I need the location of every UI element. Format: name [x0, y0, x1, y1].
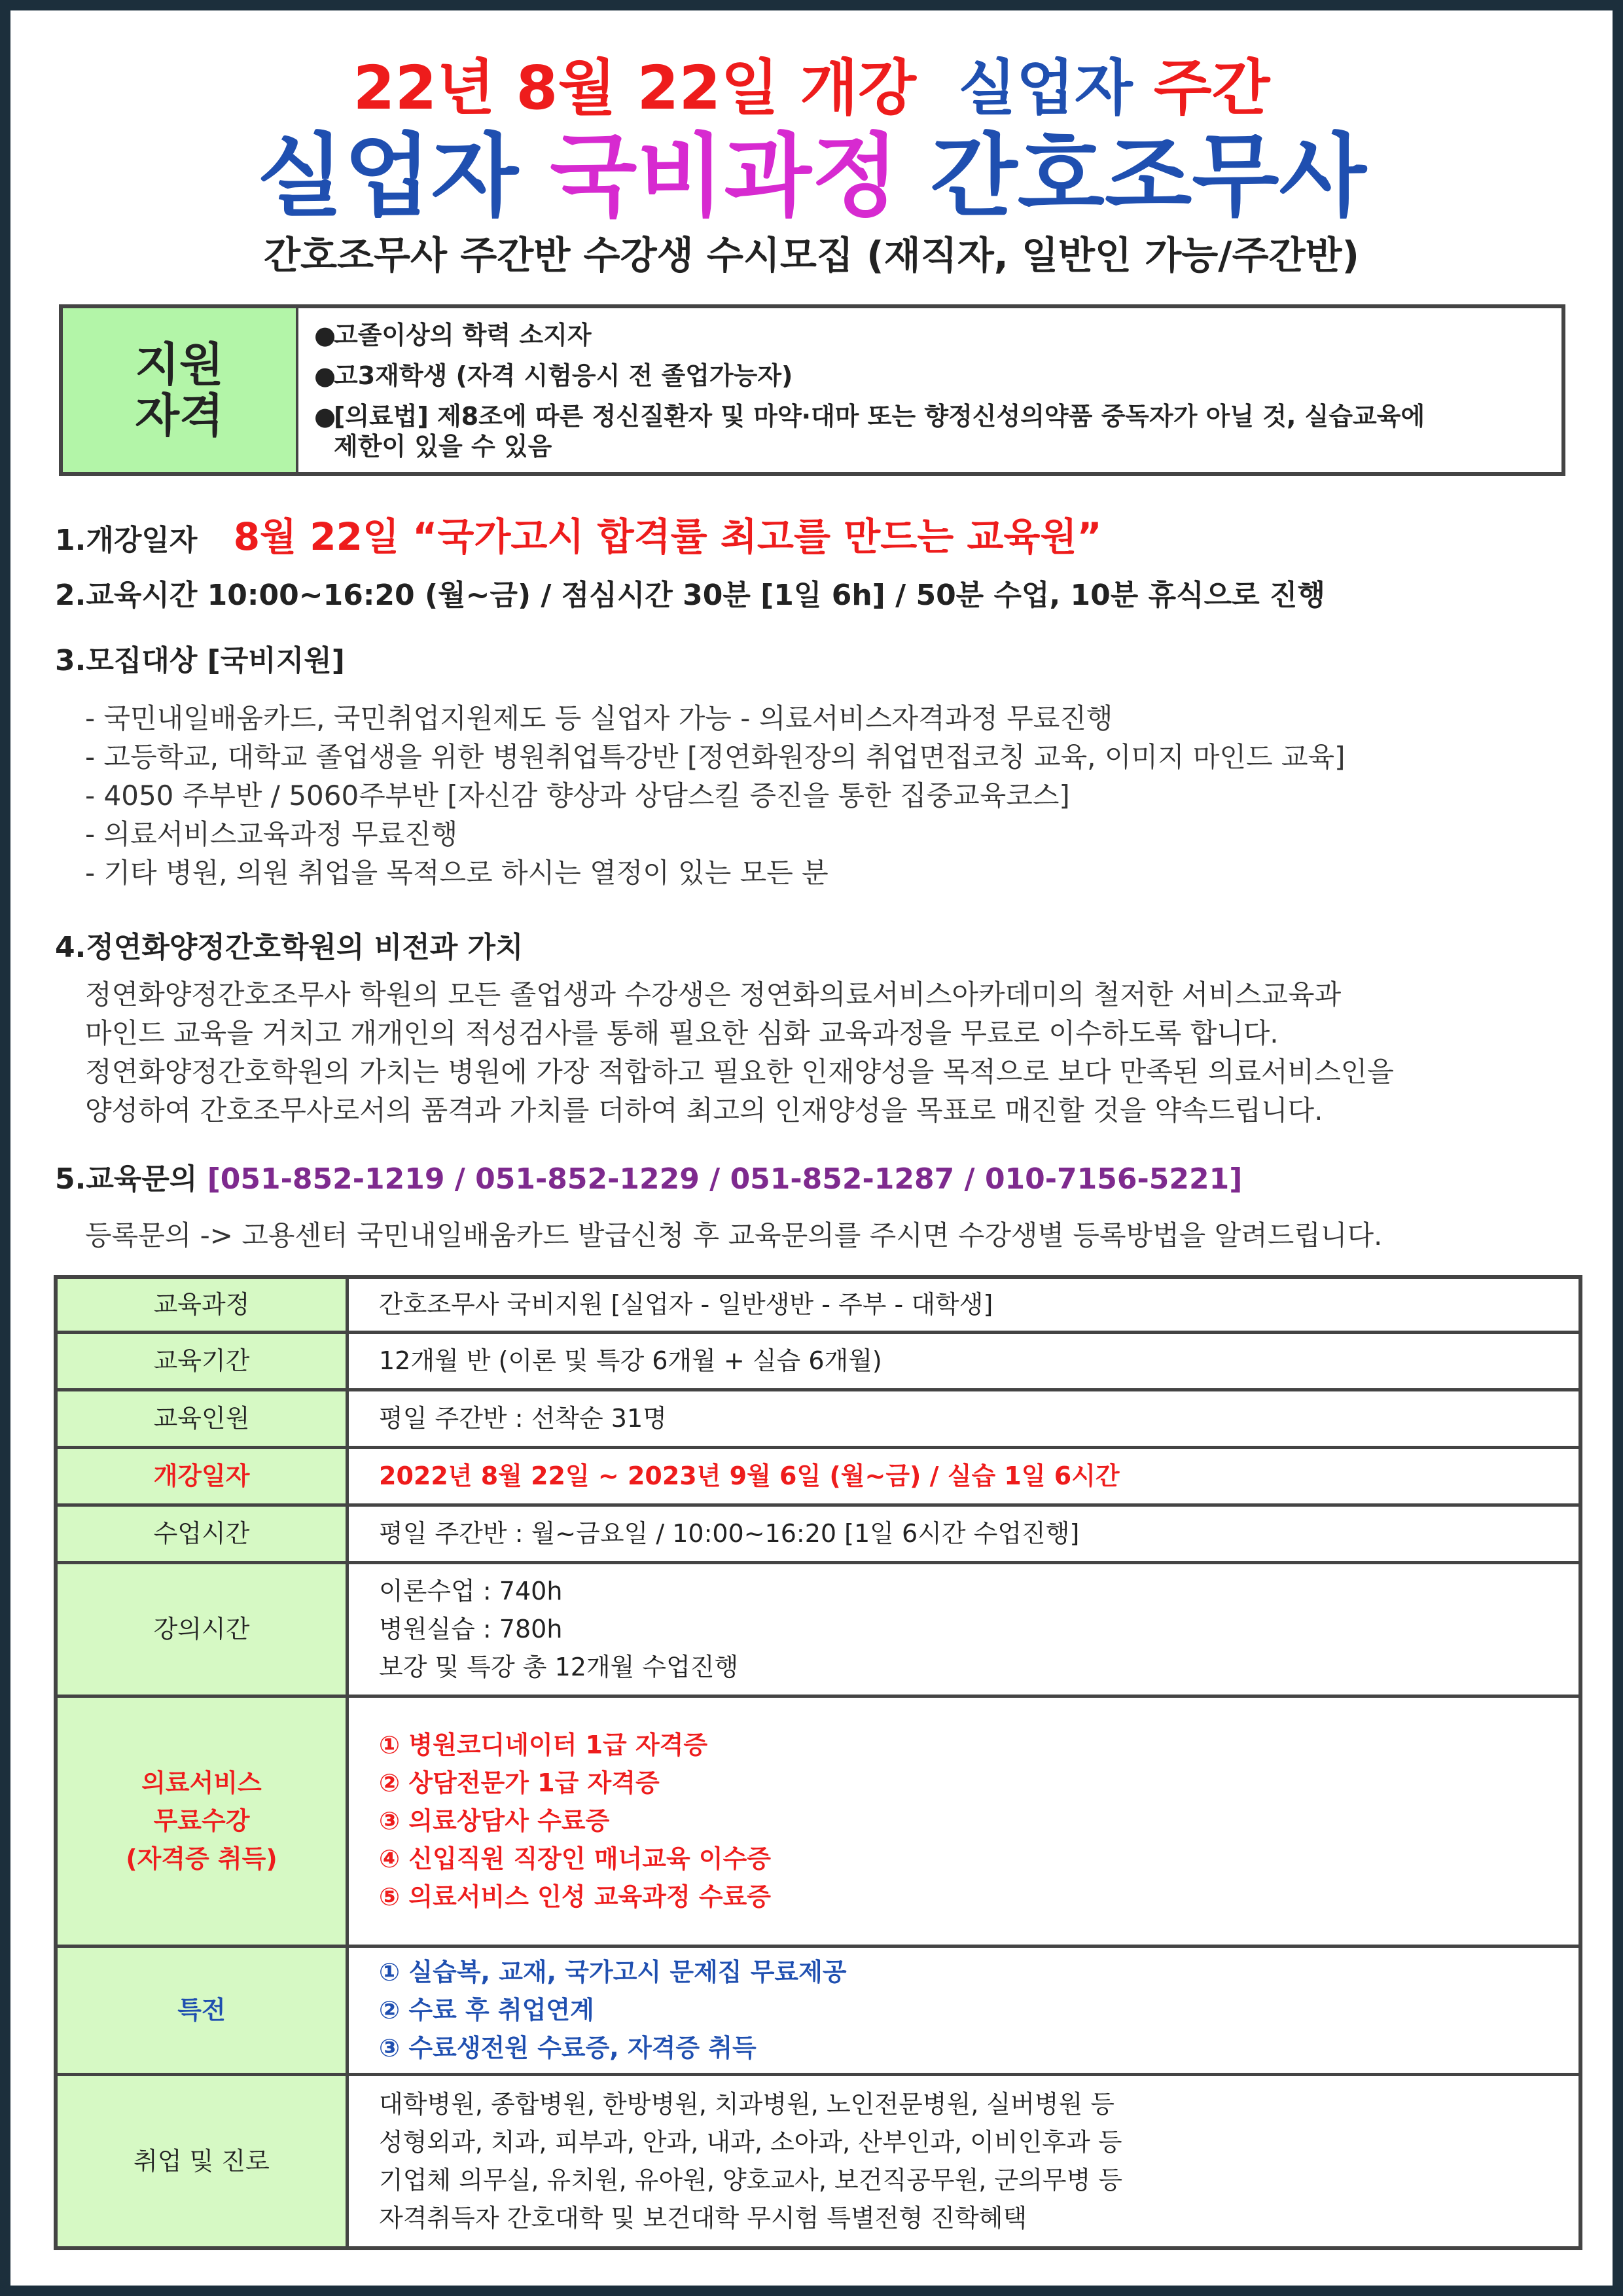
value-line: 이론수업 : 740h: [379, 1577, 563, 1605]
section-inquiry: [55, 1160, 1242, 1199]
value-line: ③ 수료생전원 수료증, 자격증 취득: [379, 2034, 757, 2062]
row-header: 강의시간: [56, 1562, 348, 1696]
headline-main-a: 실업자: [257, 124, 519, 229]
course-info-table: [54, 1275, 1582, 2250]
qualification-text-line: [의료법] 제8조에 따른 정신질환자 및 마약·대마 또는 향정신성의약품 중독자가 아닐 것, 실습교육에: [334, 402, 1425, 431]
qualification-text-line: 제한이 있을 수 있음: [334, 432, 552, 461]
table-row: [56, 1505, 1580, 1562]
inquiry-note: 등록문의 -> 고용센터 국민내일배움카드 발급신청 후 교육문의를 주시면 수강생별 등록방법을 알려드립니다.: [85, 1219, 1383, 1251]
value-line: 보강 및 특강 총 12개월 수업진행: [379, 1653, 739, 1681]
value-line: ② 상담전문가 1급 자격증: [379, 1768, 660, 1797]
value-line: ① 병원코디네이터 1급 자격증: [379, 1731, 708, 1759]
section-label: 1.개강일자: [55, 524, 198, 557]
paragraph-line: 양성하여 간호조무사로서의 품격과 가치를 더하여 최고의 인재양성을 목표로 매진할 것을 약속드립니다.: [85, 1094, 1323, 1126]
row-header: 교육과정: [56, 1277, 348, 1332]
table-row: [56, 1562, 1580, 1696]
value-line: 성형외과, 치과, 피부과, 안과, 내과, 소아과, 산부인과, 이비인후과 등: [379, 2127, 1122, 2157]
value-line: 병원실습 : 780h: [379, 1615, 563, 1643]
vision-paragraph: [85, 975, 1564, 1130]
bullet-icon: ●: [314, 321, 336, 350]
slogan: 8월 22일 “국가고시 합격률 최고를 만드는 교육원”: [233, 514, 1102, 559]
qualification-heading: [63, 308, 298, 472]
value-line: ② 수료 후 취업연계: [379, 1996, 594, 2024]
list-item: - 의료서비스교육과정 무료진행: [85, 818, 458, 850]
headline-date: 22년 8월 22일 개강: [353, 53, 917, 123]
value-line: 기업체 의무실, 유치원, 유아원, 양호교사, 보건직공무원, 군의무병 등: [379, 2165, 1123, 2195]
row-value: [348, 2074, 1581, 2248]
header-line: 무료수강: [153, 1806, 250, 1835]
row-header: 수업시간: [56, 1505, 348, 1562]
value-line: 대학병원, 종합병원, 한방병원, 치과병원, 노인전문병원, 실버병원 등: [379, 2089, 1115, 2119]
qualification-heading-1: 지원: [135, 338, 224, 391]
list-item: - 기타 병원, 의원 취업을 목적으로 하시는 열정이 있는 모든 분: [85, 857, 829, 889]
headline-top: [0, 46, 1623, 131]
row-header: 개강일자: [56, 1447, 348, 1505]
paragraph-line: 마인드 교육을 거치고 개개인의 적성검사를 통해 필요한 심화 교육과정을 무료로 이수하도록 합니다.: [85, 1017, 1279, 1049]
paragraph-line: 정연화양정간호학원의 가치는 병원에 가장 적합하고 필요한 인재양성을 목적으로 보다 만족된 의료서비스인을: [85, 1056, 1394, 1088]
table-row: [56, 1946, 1580, 2074]
header-line: 의료서비스: [141, 1768, 262, 1797]
qualification-text: 고졸이상의 학력 소지자: [334, 321, 592, 350]
row-value: [348, 1696, 1581, 1946]
value-line: ④ 신입직원 직장인 매너교육 이수증: [379, 1844, 772, 1873]
qualification-text: [334, 401, 1425, 461]
row-value: 12개월 반 (이론 및 특강 6개월 + 실습 6개월): [348, 1332, 1581, 1390]
headline-main-b: 국비과정: [550, 124, 899, 229]
qualification-list: [298, 308, 1561, 472]
row-header: [56, 1696, 348, 1946]
value-line: ① 실습복, 교재, 국가고시 문제집 무료제공: [379, 1958, 847, 1986]
section-opening-date: [55, 514, 1102, 560]
row-header: 특전: [56, 1946, 348, 2074]
target-list: [85, 699, 1346, 892]
bullet-icon: ●: [314, 402, 336, 431]
table-row: [56, 1332, 1580, 1390]
bullet-icon: ●: [314, 361, 336, 390]
headline-main: [0, 121, 1623, 232]
value-line: 자격취득자 간호대학 및 보건대학 무시험 특별전형 진학혜택: [379, 2203, 1027, 2233]
list-item: - 국민내일배움카드, 국민취업지원제도 등 실업자 가능 - 의료서비스자격과정 무료진행: [85, 702, 1113, 734]
table-row: [56, 1277, 1580, 1332]
qualification-heading-2: 자격: [135, 389, 224, 442]
section-schedule: 2.교육시간 10:00~16:20 (월~금) / 점심시간 30분 [1일 6h] / 50분 수업, 10분 휴식으로 진행: [55, 579, 1325, 612]
row-header: 교육인원: [56, 1390, 348, 1447]
row-header: 교육기간: [56, 1332, 348, 1390]
paragraph-line: 정연화양정간호조무사 학원의 모든 졸업생과 수강생은 정연화의료서비스아카데미의 철저한 서비스교육과: [85, 978, 1342, 1011]
headline-unemployed: 실업자: [958, 53, 1133, 123]
subtitle: 간호조무사 주간반 수강생 수시모집 (재직자, 일반인 가능/주간반): [263, 233, 1360, 278]
qualification-box: [59, 304, 1565, 476]
headline-daytime: 주간: [1153, 53, 1270, 123]
section-target: 3.모집대상 [국비지원]: [55, 644, 345, 677]
row-value: 평일 주간반 : 월~금요일 / 10:00~16:20 [1일 6시간 수업진행]: [348, 1505, 1581, 1562]
value-line: ⑤ 의료서비스 인성 교육과정 수료증: [379, 1882, 772, 1911]
row-header: 취업 및 진로: [56, 2074, 348, 2248]
qualification-item: [314, 401, 1548, 461]
row-value: 평일 주간반 : 선착순 31명: [348, 1390, 1581, 1447]
phone-numbers: [051-852-1219 / 051-852-1229 / 051-852-1287 / 010-7156-5221]: [207, 1162, 1243, 1196]
row-value: [348, 1562, 1581, 1696]
qualification-item: [314, 320, 1548, 350]
section-label: 5.교육문의: [55, 1162, 198, 1196]
list-item: - 4050 주부반 / 5060주부반 [자신감 향상과 상담스킬 증진을 통한 집중교육코스]: [85, 780, 1070, 812]
qualification-text: 고3재학생 (자격 시험응시 전 졸업가능자): [334, 361, 793, 390]
section-vision: 4.정연화양정간호학원의 비전과 가치: [55, 931, 524, 964]
table-row: [56, 1390, 1580, 1447]
qualification-item: [314, 361, 1548, 391]
table-row: [56, 1696, 1580, 1946]
row-value: 2022년 8월 22일 ~ 2023년 9월 6일 (월~금) / 실습 1일 6시간: [348, 1447, 1581, 1505]
row-value: 간호조무사 국비지원 [실업자 - 일반생반 - 주부 - 대학생]: [348, 1277, 1581, 1332]
header-line: (자격증 취득): [126, 1844, 277, 1873]
value-line: ③ 의료상담사 수료증: [379, 1806, 610, 1835]
list-item: - 고등학교, 대학교 졸업생을 위한 병원취업특강반 [정연화원장의 취업면접코칭 교육, 이미지 마인드 교육]: [85, 741, 1346, 773]
table-row: [56, 2074, 1580, 2248]
headline-main-c: 간호조무사: [930, 124, 1366, 229]
row-value: [348, 1946, 1581, 2074]
table-row: [56, 1447, 1580, 1505]
